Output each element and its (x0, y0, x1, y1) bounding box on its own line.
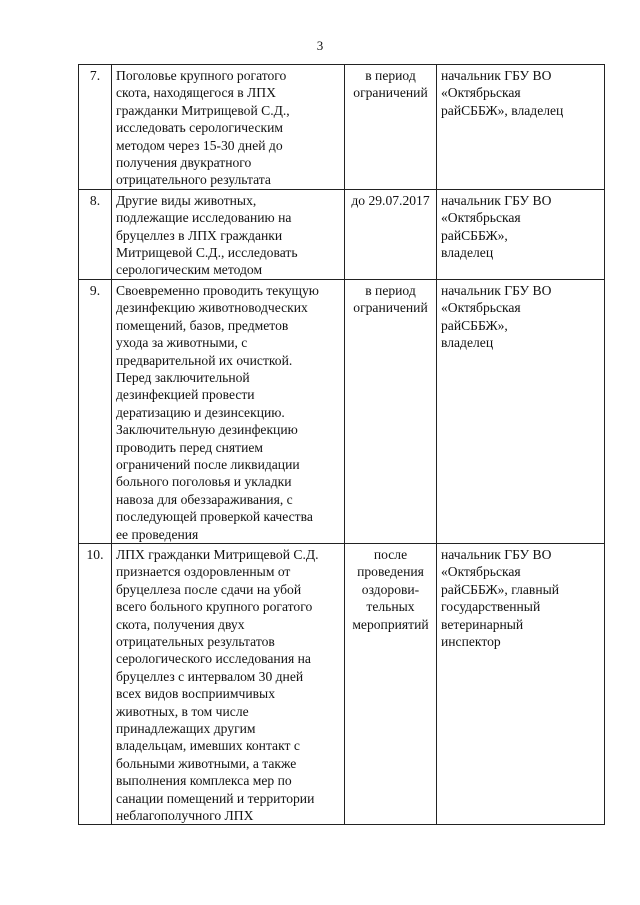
row-number: 9. (79, 279, 112, 543)
text-line: проведения (357, 564, 424, 580)
text-line: ограничений (353, 85, 428, 101)
measure-deadline (345, 543, 437, 825)
text-line: всего больного крупного рогатого (116, 599, 313, 615)
text-line: неблагополучного ЛПХ (116, 808, 254, 824)
table-row (79, 543, 605, 825)
text-line: владельцам, имевших контакт с (116, 738, 300, 754)
text-line: всех видов восприимчивых (116, 686, 275, 702)
measures-table-body (79, 65, 605, 825)
text-line: начальник ГБУ ВО (441, 282, 552, 298)
text-line: начальник ГБУ ВО (441, 546, 552, 562)
measure-responsible (437, 189, 605, 279)
text-line: проводить перед снятием (116, 439, 264, 455)
text-line: бруцеллеза после сдачи на убой (116, 581, 302, 597)
text-line: серологическим методом (116, 262, 263, 278)
text-line: методом через 15-30 дней до (116, 137, 283, 153)
measure-deadline (345, 189, 437, 279)
text-line: отрицательного результата (116, 172, 271, 188)
text-line: «Октябрьская (441, 300, 521, 316)
text-line: ухода за животными, с (116, 335, 248, 351)
text-line: мероприятий (352, 616, 429, 632)
text-line: предварительной их очисткой. (116, 352, 293, 368)
page-number: 3 (316, 38, 324, 53)
text-line: выполнения комплекса мер по (116, 773, 292, 789)
text-line: в период (365, 68, 416, 83)
text-line: после (373, 546, 408, 562)
text-line: серологического исследования на (116, 651, 311, 667)
text-line: начальник ГБУ ВО (441, 192, 552, 208)
text-line: «Октябрьская (441, 564, 521, 580)
text-line: принадлежащих другим (116, 721, 256, 737)
measure-description (112, 65, 345, 190)
text-line: дезинфекцией провести (116, 387, 255, 403)
measures-table (78, 64, 605, 825)
text-line: «Октябрьская (441, 210, 521, 226)
text-line: в период (365, 282, 416, 298)
measure-description (112, 543, 345, 825)
text-line: Поголовье крупного рогатого (116, 68, 287, 83)
text-line: государственный (441, 599, 541, 615)
row-number: 7. (79, 65, 112, 190)
table-row (79, 279, 605, 543)
text-line: навоза для обеззараживания, с (116, 491, 293, 507)
text-line: исследовать серологическим (116, 120, 283, 136)
text-line: Перед заключительной (116, 369, 250, 385)
text-line: до 29.07.2017 (351, 192, 430, 208)
text-line: начальник ГБУ ВО (441, 68, 552, 83)
text-line: получения двукратного (116, 155, 252, 171)
table-row (79, 189, 605, 279)
text-line: скота, находящегося в ЛПХ (116, 85, 276, 101)
row-number: 8. (79, 189, 112, 279)
measure-responsible (437, 279, 605, 543)
text-line: Своевременно проводить текущую (116, 282, 319, 298)
text-line: ветеринарный (441, 616, 524, 632)
measure-responsible (437, 543, 605, 825)
measure-responsible (437, 65, 605, 190)
text-line: райСББЖ», (441, 317, 508, 333)
text-line: бруцеллез с интервалом 30 дней (116, 668, 304, 684)
text-line: оздорови- (361, 581, 420, 597)
text-line: райСББЖ», (441, 227, 508, 243)
text-line: признается оздоровленным от (116, 564, 291, 580)
text-line: ограничений после ликвидации (116, 456, 300, 472)
text-line: дератизацию и дезинсекцию. (116, 404, 285, 420)
text-line: райСББЖ», главный (441, 581, 560, 597)
text-line: бруцеллез в ЛПХ гражданки (116, 227, 283, 243)
measure-description (112, 189, 345, 279)
text-line: подлежащие исследованию на (116, 210, 292, 226)
text-line: ЛПХ гражданки Митрищевой С.Д. (116, 546, 319, 562)
measure-deadline (345, 279, 437, 543)
text-line: инспектор (441, 634, 501, 649)
text-line: дезинфекцию животноводческих (116, 300, 308, 316)
text-line: Заключительную дезинфекцию (116, 422, 298, 438)
row-number: 10. (79, 543, 112, 825)
text-line: скота, получения двух (116, 616, 245, 632)
text-line: владелец (441, 245, 494, 261)
text-line: последующей проверкой качества (116, 509, 313, 525)
text-line: отрицательных результатов (116, 634, 275, 649)
text-line: райСББЖ», владелец (441, 102, 564, 118)
text-line: помещений, базов, предметов (116, 317, 289, 333)
text-line: ограничений (353, 300, 428, 316)
measure-deadline (345, 65, 437, 190)
text-line: Другие виды животных, (116, 192, 257, 208)
text-line: «Октябрьская (441, 85, 521, 101)
text-line: тельных (366, 599, 415, 615)
text-line: Митрищевой С.Д., исследовать (116, 245, 298, 261)
table-row (79, 65, 605, 190)
text-line: владелец (441, 335, 494, 351)
text-line: больного поголовья и укладки (116, 474, 292, 490)
text-line: больными животными, а также (116, 755, 297, 771)
text-line: ее проведения (116, 526, 199, 542)
text-line: санации помещений и территории (116, 790, 315, 806)
text-line: гражданки Митрищевой С.Д., (116, 102, 290, 118)
text-line: животных, в том числе (116, 703, 249, 719)
measure-description (112, 279, 345, 543)
